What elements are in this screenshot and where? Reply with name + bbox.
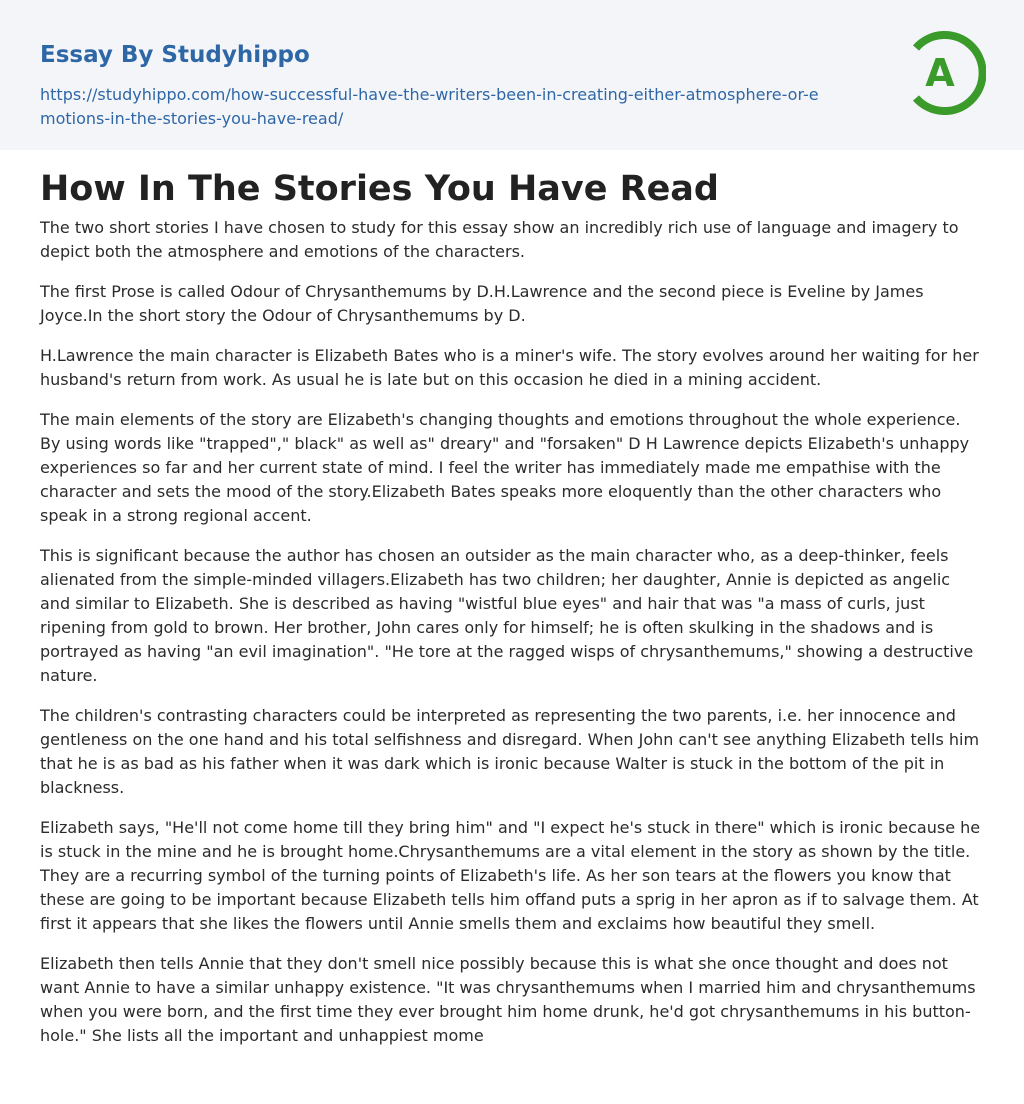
logo-letter: A (925, 51, 955, 95)
source-url-link[interactable]: https://studyhippo.com/how-successful-have-the-writers-been-in-creating-either-atmosphere-or-emotions-in-the-stories-you-have-read/ (40, 85, 819, 128)
essay-paragraph: The first Prose is called Odour of Chrysanthemums by D.H.Lawrence and the second piece is Eveline by James Joyce.In the short story the Odour of Chrysanthemums by D. (40, 282, 924, 325)
essay-paragraph: This is significant because the author has chosen an outsider as the main character who, as a deep-thinker, feels alienated from the simple-minded villagers.Elizabeth has two children; her daughter, Annie is depicted as angelic and similar to Elizabeth. She is described as having "wistful blue eyes" and hair that was "a mass of curls, just ripening from gold to brown. Her brother, John cares only for himself; he is often skulking in the shadows and is portrayed as having "an evil imagination". "He tore at the ragged wisps of chrysanthemums," showing a destructive nature. (40, 546, 974, 685)
site-title: Essay By Studyhippo (40, 42, 310, 68)
page-header (0, 0, 1024, 150)
essay-body (0, 150, 1024, 1048)
studyhippo-logo-icon[interactable] (906, 30, 986, 116)
essay-paragraph: The main elements of the story are Elizabeth's changing thoughts and emotions throughout the whole experience. By using words like "trapped"," black" as well as" dreary" and "forsaken" D H Lawrence depicts Elizabeth's unhappy experiences so far and her current state of mind. I feel the writer has immediately made me empathise with the character and sets the mood of the story.Elizabeth Bates speaks more eloquently than the other characters who speak in a strong regional accent. (40, 410, 970, 525)
essay-paragraph: The two short stories I have chosen to study for this essay show an incredibly rich use of language and imagery to depict both the atmosphere and emotions of the characters. (40, 218, 959, 261)
essay-title: How In The Stories You Have Read (40, 169, 719, 209)
essay-paragraph: Elizabeth says, "He'll not come home till they bring him" and "I expect he's stuck in there" which is ironic because he is stuck in the mine and he is brought home.Chrysanthemums are a vital element in the story as shown by the title. They are a recurring symbol of the turning points of Elizabeth's life. As her son tears at the flowers you know that these are going to be important because Elizabeth tells him offand puts a sprig in her apron as if to salvage them. At first it appears that she likes the flowers until Annie smells them and exclaims how beautiful they smell. (40, 818, 981, 933)
essay-paragraph: Elizabeth then tells Annie that they don't smell nice possibly because this is what she once thought and does not want Annie to have a similar unhappy existence. "It was chrysanthemums when I married him and chrysanthemums when you were born, and the first time they ever brought him home drunk, he'd got chrysanthemums in his button-hole." She lists all the important and unhappiest mome (40, 954, 976, 1045)
essay-paragraph: The children's contrasting characters could be interpreted as representing the two parents, i.e. her innocence and gentleness on the one hand and his total selfishness and disregard. When John can't see anything Elizabeth tells him that he is as bad as his father when it was dark which is ironic because Walter is stuck in the bottom of the pit in blackness. (40, 706, 980, 797)
essay-paragraph: H.Lawrence the main character is Elizabeth Bates who is a miner's wife. The story evolves around her waiting for her husband's return from work. As usual he is late but on this occasion he died in a mining accident. (40, 346, 979, 389)
